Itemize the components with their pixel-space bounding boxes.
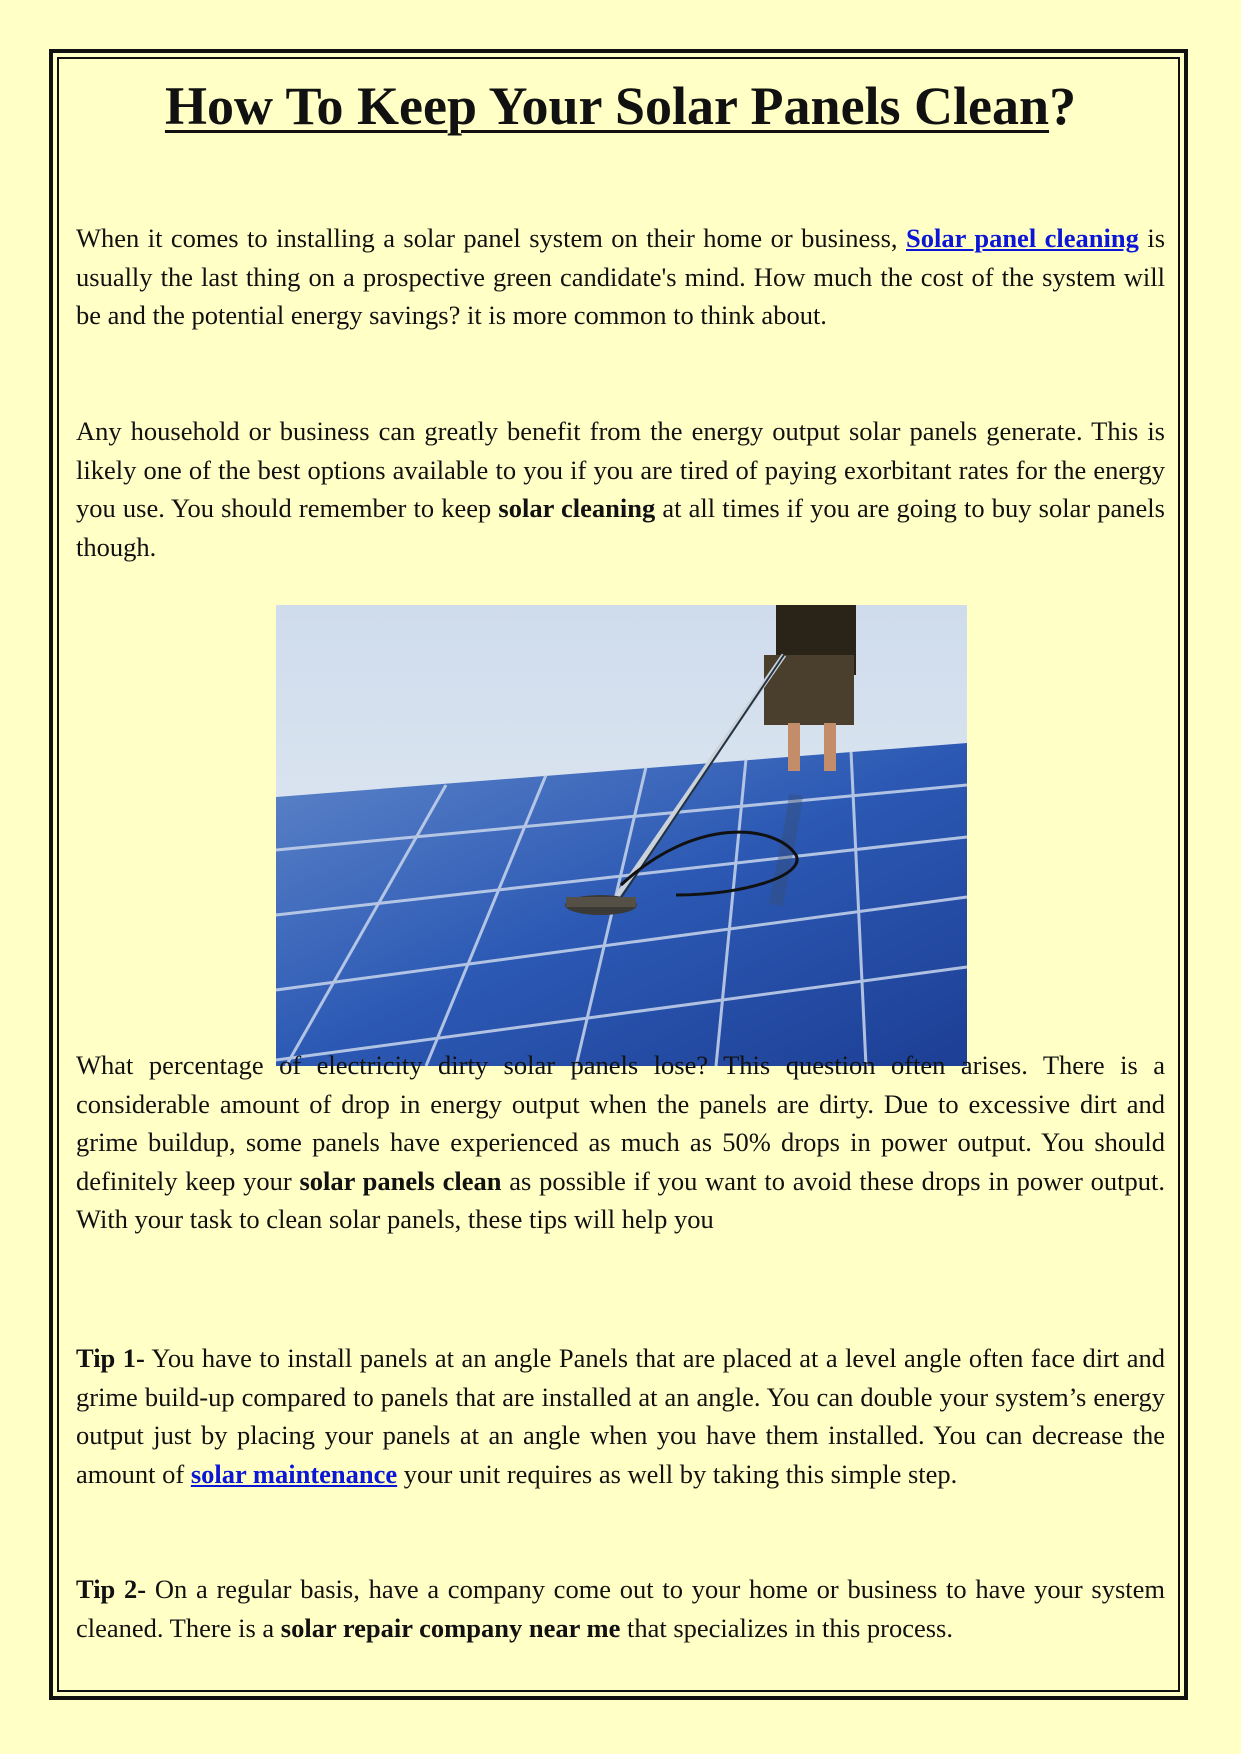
para1-text-a: When it comes to installing a solar panel system on their home or business, bbox=[76, 223, 906, 253]
para2-text-b: at all times if you are going to buy solar panels though. bbox=[76, 493, 1165, 562]
benefits-paragraph bbox=[76, 412, 1165, 566]
para2-bold: solar cleaning bbox=[498, 493, 656, 523]
tip2-bold: solar repair company near me bbox=[280, 1612, 621, 1643]
intro-paragraph bbox=[76, 219, 1165, 335]
tip-1-paragraph bbox=[76, 1339, 1165, 1493]
solar-panel-cleaning-link[interactable]: Solar panel cleaning bbox=[906, 223, 1139, 253]
para3-bold: solar panels clean bbox=[299, 1165, 502, 1196]
power-loss-paragraph bbox=[76, 1046, 1165, 1239]
tip2-text-b: that specializes in this process. bbox=[620, 1612, 953, 1643]
solar-maintenance-link[interactable]: solar maintenance bbox=[190, 1458, 398, 1489]
tip1-text-a: You have to install panels at an angle Panels that are placed at a level angle often face dirt and grime build-up compared to panels that are installed at an angle. You can double your system’s energy output just by placing your panels at an angle when you have them installed. You can decrease the amount of bbox=[76, 1343, 1165, 1489]
tip-1-label: Tip 1- bbox=[76, 1343, 145, 1373]
tip2-text-a: On a regular basis, have a company come out to your home or business to have your system cleaned. There is a bbox=[76, 1574, 1165, 1643]
tip-2-paragraph bbox=[76, 1570, 1165, 1647]
para1-text-b: is usually the last thing on a prospective green candidate's mind. How much the cost of the system will be and the potential energy savings? it is more common to think about. bbox=[76, 223, 1166, 330]
para2-text-a: Any household or business can greatly benefit from the energy output solar panels generate. This is likely one of the best options available to you if you are tired of paying exorbitant rates for the energy you use. You should remember to keep bbox=[76, 416, 1165, 523]
tip-2-label: Tip 2- bbox=[76, 1574, 147, 1604]
solar-cleaning-photo bbox=[276, 605, 967, 1066]
title-text: How To Keep Your Solar Panels Clean bbox=[164, 76, 1050, 136]
tip1-text-b: your unit requires as well by taking this simple step. bbox=[397, 1458, 958, 1489]
para3-text-a: What percentage of electricity dirty solar panels lose? This question often arises. There is a considerable amount of drop in energy output when the panels are dirty. Due to excessive dirt and grime buildup, some panels have experienced as much as 50% drops in power output. You should definitely keep your bbox=[76, 1050, 1165, 1196]
title-punct: ? bbox=[1049, 76, 1077, 136]
para3-text-b: as possible if you want to avoid these drops in power output. With your task to clean solar panels, these tips will help you bbox=[76, 1165, 1165, 1234]
page-title bbox=[0, 74, 1241, 139]
